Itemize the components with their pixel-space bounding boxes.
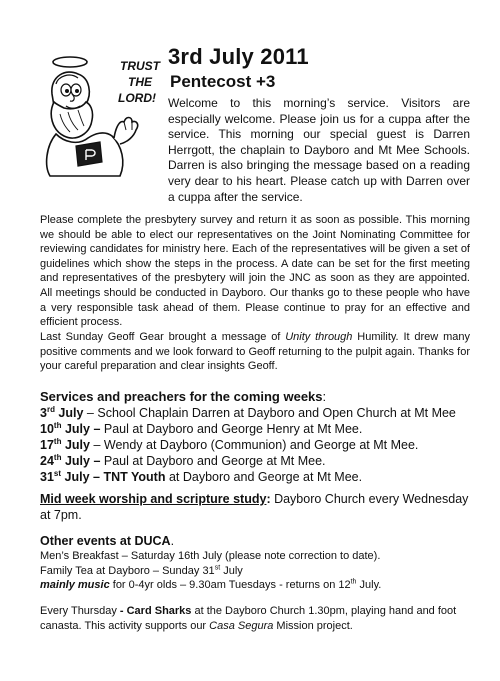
service-details: Paul at Dayboro and George at Mt Mee.: [103, 454, 326, 468]
service-day: 3: [40, 406, 47, 420]
service-item: [40, 421, 480, 437]
mainly-music-month: July.: [356, 579, 382, 592]
card-sharks-text-after: Mission project.: [273, 619, 353, 632]
other-events-heading: [40, 534, 174, 548]
service-day-suffix: st: [53, 468, 62, 478]
other-events-heading-period: .: [170, 534, 175, 548]
service-separator: –: [83, 406, 98, 420]
service-date: [40, 406, 83, 420]
other-events-list: [40, 549, 480, 593]
presbytery-survey-paragraph: Please complete the presbytery survey and return it as soon as possible. This morning we should be able to elect our representatives on the Joint Nominating Committee for reviewing candidates for ministry here. Each of the representatives will be given a set of guidelines which show the steps in the process. A date can be set for the first meeting and representatives of the presbytery will join the JNC as soon as they are appointed. All meetings should be conducted in Dayboro. Our thanks go to these people who have a very responsible task ahead of them. Please continue to pray for an effective and efficient process.: [40, 214, 470, 329]
card-sharks-name: - Card Sharks: [119, 605, 192, 617]
cartoon-caption-line-1: TRUST: [120, 59, 160, 73]
other-events-heading-text: Other events at DUCA: [40, 534, 171, 548]
midweek-study-notice: [40, 492, 480, 523]
mens-breakfast-event: Men’s Breakfast – Saturday 16th July (please note correction to date).: [40, 550, 381, 562]
services-heading-colon: :: [322, 389, 327, 404]
midweek-study-colon: :: [266, 492, 271, 506]
welcome-paragraph: Welcome to this morning’s service. Visitors are especially welcome. Please join us for a cuppa after the service. This morning our special guest is Darren Herrgott, the chaplain to Dayboro and Mt Mee Schools. Darren is also bringing the message based on a reading very dear to his heart. Please catch up with Darren over a cuppa after the service.: [168, 96, 470, 204]
bulletin-date-title: 3rd July 2011: [168, 44, 309, 69]
service-day-suffix: th: [53, 452, 62, 462]
services-list: [40, 405, 480, 485]
card-sharks-notice: [40, 604, 480, 633]
service-item: [40, 453, 480, 469]
service-item: [40, 405, 480, 421]
last-sunday-text-before: Last Sunday Geoff Gear brought a message of: [40, 331, 286, 343]
services-heading: [40, 389, 326, 404]
cartoon-caption-line-3: LORD!: [118, 91, 156, 105]
service-date: [40, 470, 165, 484]
service-month: July: [61, 422, 90, 436]
service-highlight: TNT Youth: [103, 470, 166, 484]
service-month: July: [61, 470, 90, 484]
family-tea-day-suffix: st: [214, 563, 221, 571]
services-heading-text: Services and preachers for the coming weeks: [40, 389, 323, 404]
service-separator: –: [89, 470, 104, 484]
family-tea-event: [40, 564, 480, 579]
service-date: [40, 438, 90, 452]
service-day-suffix: th: [53, 436, 62, 446]
mainly-music-event: [40, 578, 480, 593]
service-month: July: [61, 454, 90, 468]
card-sharks-text-before: Every Thursday: [40, 605, 120, 617]
service-month: July: [61, 438, 90, 452]
sermon-title-italic: Unity through: [285, 331, 353, 343]
casa-segura-name: Casa Segura: [209, 619, 274, 632]
cartoon-caption-line-2: THE: [128, 75, 152, 89]
cartoon-figure-icon: [36, 50, 168, 178]
midweek-study-label: Mid week worship and scripture study: [40, 492, 267, 506]
service-day: 10: [40, 422, 54, 436]
service-details: School Chaplain Darren at Dayboro and Open Church at Mt Mee: [97, 406, 456, 420]
service-item: [40, 469, 480, 485]
midweek-study-text: Dayboro Church every Wednesday at 7pm.: [40, 492, 469, 522]
service-separator: –: [89, 454, 104, 468]
service-separator: –: [89, 438, 104, 452]
bulletin-subtitle: Pentecost +3: [170, 72, 276, 91]
mainly-music-day-suffix: th: [350, 578, 357, 586]
trust-the-lord-cartoon: [36, 50, 168, 178]
service-month: July: [54, 406, 84, 420]
service-day: 24: [40, 454, 54, 468]
service-date: [40, 422, 104, 436]
service-details: Wendy at Dayboro (Communion) and George at Mt Mee.: [103, 438, 419, 452]
mainly-music-text: for 0-4yr olds – 9.30am Tuesdays - returns on 12: [109, 579, 351, 592]
card-sharks-text-middle: at the Dayboro Church 1.30pm, playing hand and foot canasta. This activity supports our: [40, 605, 457, 632]
service-day-suffix: rd: [46, 404, 55, 414]
service-date: [40, 454, 104, 468]
service-details: at Dayboro and George at Mt Mee.: [165, 470, 363, 484]
service-day: 31: [40, 470, 54, 484]
family-tea-text: Family Tea at Dayboro – Sunday 31: [40, 564, 215, 577]
mainly-music-label: mainly music: [40, 579, 110, 592]
last-sunday-paragraph: [40, 330, 470, 374]
service-details: Paul at Dayboro and George Henry at Mt Mee.: [103, 422, 363, 436]
last-sunday-text-after: Humility. It drew many positive comments and we look forward to Geoff returning to the pulpit again. Thanks for your careful preparation and clear insights Geoff.: [40, 331, 470, 373]
service-item: [40, 437, 480, 453]
service-separator: –: [89, 422, 104, 436]
service-day-suffix: th: [53, 420, 62, 430]
service-day: 17: [40, 438, 54, 452]
family-tea-month: July: [220, 564, 243, 577]
